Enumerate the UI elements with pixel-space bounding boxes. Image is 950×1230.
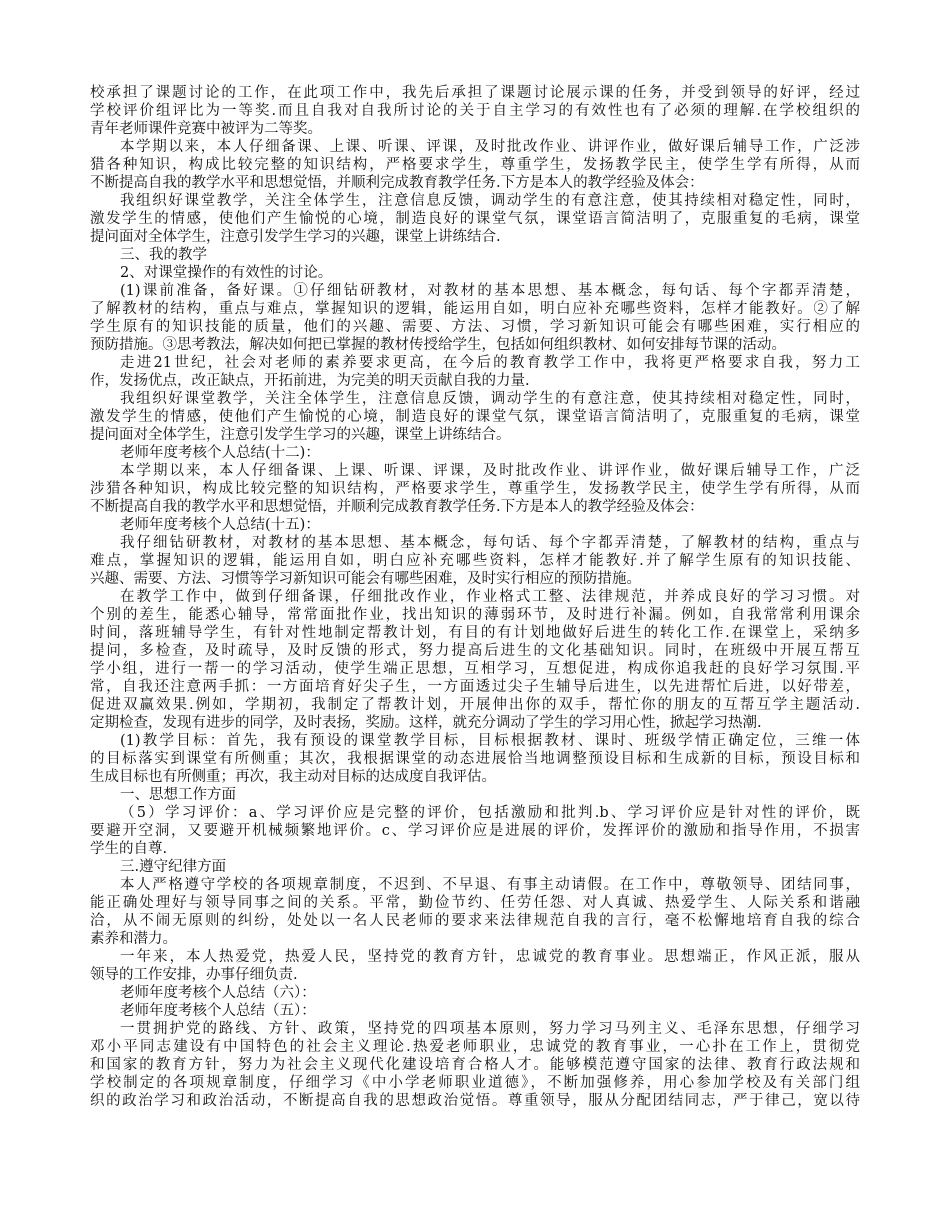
- text-line: 我组织好课堂教学，关注全体学生，注意信息反馈，调动学生的有意注意，使其持续相对稳定性，同时，: [120, 391, 860, 407]
- text-line: 领导的工作安排，办事仔细负责.: [90, 967, 298, 983]
- text-line: 预防措施。③思考教法，解决如何把已掌握的教材传授给学生，包括如何组织教材、如何安排每节课的活动。: [90, 337, 786, 353]
- text-line: 三、我的教学: [120, 247, 207, 263]
- text-line: 要避开空洞，又要避开机械频繁地评价。c、学习评价应是进展的评价，发挥评价的激励和指导作用，不损害: [90, 823, 860, 839]
- text-line: 定期检查，发现有进步的同学，及时表扬，奖励。这样，就充分调动了学生的学习用心性，掀起学习热潮.: [90, 715, 762, 731]
- text-line: 在教学工作中，做到仔细备课，仔细批改作业，作业格式工整、法律规范，并养成良好的学习习惯。对: [120, 589, 860, 605]
- text-line: 提问，多检查，及时疏导，及时反馈的形式，努力提高后进生的文化基础知识。同时，在班级中开展互帮互: [90, 643, 860, 659]
- text-line: 学校评价组评比为一等奖.而且自我对自我所讨论的关于自主学习的有效性也有了必须的理解.在学校组织的: [90, 103, 860, 119]
- text-line: 青年老师课件竞赛中被评为二等奖。: [90, 121, 322, 137]
- text-line: 难点，掌握知识的逻辑，能运用自如，明白应补充哪些资料，怎样才能教好.并了解学生原有的知识技能、: [90, 553, 860, 569]
- text-line: 校承担了课题讨论的工作，在此项工作中，我先后承担了课题讨论展示课的任务，并受到领导的好评，经过: [90, 85, 860, 101]
- text-line: 提问面对全体学生，注意引发学生学习的兴趣，课堂上讲练结合.: [90, 229, 501, 245]
- text-line: 本学期以来，本人仔细备课、上课、听课、评课，及时批改作业、讲评作业，做好课后辅导工作，广泛涉: [120, 139, 860, 155]
- text-line: 素养和潜力。: [90, 931, 177, 947]
- text-line: 一贯拥护党的路线、方针、政策，坚持党的四项基本原则，努力学习马列主义、毛泽东思想，仔细学习: [120, 1021, 860, 1037]
- text-line: 涉猎各种知识，构成比较完整的知识结构，严格要求学生，尊重学生，发扬教学民主，使学生学有所得，从而: [90, 481, 860, 497]
- text-line: 生成目标也有所侧重；再次，我主动对目标的达成度自我评估。: [90, 769, 496, 785]
- text-line: 三.遵守纪律方面: [120, 859, 227, 875]
- text-line: 促进双赢效果.例如，学期初，我制定了帮教计划，开展伸出你的双手，帮忙你的朋友的互帮互学主题活动.: [90, 697, 860, 713]
- text-line: 兴趣、需要、方法、习惯等学习新知识可能会有哪些困难，及时实行相应的预防措施。: [90, 571, 641, 587]
- text-line: 老师年度考核个人总结(十五)：: [120, 517, 320, 533]
- text-line: 个别的差生，能悉心辅导，常常面批作业，找出知识的薄弱环节，及时进行补漏。例如，自我常常利用课余: [90, 607, 860, 623]
- document-body: [90, 84, 860, 1110]
- text-line: 学生的自尊.: [90, 841, 168, 857]
- text-line: （5）学习评价：a、学习评价应是完整的评价，包括激励和批判.b、学习评价应是针对性的评价，既: [120, 805, 860, 821]
- text-line: 激发学生的情感，使他们产生愉悦的心境，制造良好的课堂气氛，课堂语言简洁明了，克服重复的毛病，课堂: [90, 211, 860, 227]
- text-line: 学生原有的知识技能的质量，他们的兴趣、需要、方法、习惯，学习新知识可能会有哪些困难，实行相应的: [90, 319, 860, 335]
- text-line: 织的政治学习和政治活动，不断提高自我的思想政治觉悟。尊重领导，服从分配团结同志，严于律己，宽以待: [90, 1093, 860, 1109]
- text-line: 时间，落班辅导学生，有针对性地制定帮教计划，有目的有计划地做好后进生的转化工作.在课堂上，采纳多: [90, 625, 860, 641]
- text-line: 的目标落实到课堂有所侧重；其次，我根据课堂的动态进展恰当地调整预设目标和生成新的目标，预设目标和: [90, 751, 860, 767]
- text-line: 激发学生的情感，使他们产生愉悦的心境，制造良好的课堂气氛，课堂语言简洁明了，克服重复的毛病，课堂: [90, 409, 860, 425]
- text-line: 走进21世纪，社会对老师的素养要求更高，在今后的教育教学工作中，我将更严格要求自我，努力工: [120, 355, 860, 371]
- text-line: 学小组，进行一帮一的学习活动，使学生端正思想，互相学习，互想促进，构成你追我赶的良好学习氛围.平: [90, 661, 860, 677]
- text-line: 本人严格遵守学校的各项规章制度，不迟到、不早退、有事主动请假。在工作中，尊敬领导、团结同事，: [120, 877, 860, 893]
- text-line: 一、思想工作方面: [120, 787, 236, 803]
- text-line: 和国家的教育方针，努力为社会主义现代化建设培育合格人才。能够模范遵守国家的法律、教育行政法规和: [90, 1057, 860, 1073]
- text-line: 能正确处理好与领导同事之间的关系。平常，勤俭节约、任劳任怨、对人真诚、热爱学生、人际关系和谐融: [90, 895, 860, 911]
- text-line: 提问面对全体学生，注意引发学生学习的兴趣，课堂上讲练结合。: [90, 427, 511, 443]
- text-line: 老师年度考核个人总结(十二)：: [120, 445, 320, 461]
- text-line: 老师年度考核个人总结（六）：: [120, 985, 316, 1001]
- text-line: 学校制定的各项规章制度，仔细学习《中小学老师职业道德》，不断加强修养，用心参加学校及有关部门组: [90, 1075, 860, 1091]
- text-line: 不断提高自我的教学水平和思想觉悟，并顺利完成教育教学任务.下方是本人的教学经验及体会：: [90, 499, 704, 515]
- text-line: 2、对课堂操作的有效性的讨论。: [120, 265, 333, 281]
- text-line: 老师年度考核个人总结（五）：: [120, 1003, 316, 1019]
- text-line: 邓小平同志建设有中国特色的社会主义理论.热爱老师职业，忠诚党的教育事业，一心扑在工作上，贯彻党: [90, 1039, 860, 1055]
- text-line: 了解教材的结构，重点与难点，掌握知识的逻辑，能运用自如，明白应补充哪些资料，怎样才能教好。②了解: [90, 301, 860, 317]
- text-line: (1)教学目标：首先，我有预设的课堂教学目标，目标根据教材、课时、班级学情正确定位，三维一体: [120, 733, 860, 749]
- text-line: (1)课前准备，备好课。①仔细钻研教材，对教材的基本思想、基本概念，每句话、每个字都弄清楚，: [120, 283, 860, 299]
- text-line: 本学期以来，本人仔细备课、上课、听课、评课，及时批改作业、讲评作业，做好课后辅导工作，广泛: [120, 463, 860, 479]
- text-line: 不断提高自我的教学水平和思想觉悟，并顺利完成教育教学任务.下方是本人的教学经验及体会：: [90, 175, 704, 191]
- text-line: 一年来，本人热爱党，热爱人民，坚持党的教育方针，忠诚党的教育事业。思想端正，作风正派，服从: [120, 949, 860, 965]
- text-line: 常，自我还注意两手抓：一方面培育好尖子生，一方面透过尖子生辅导后进生，以先进帮忙后进，以好带差，: [90, 679, 860, 695]
- text-line: 作，发扬优点，改正缺点，开拓前进，为完美的明天贡献自我的力量.: [90, 373, 530, 389]
- text-line: 洽，从不闹无原则的纠纷，处处以一名人民老师的要求来法律规范自我的言行，毫不松懈地培育自我的综合: [90, 913, 860, 929]
- text-line: 猎各种知识，构成比较完整的知识结构，严格要求学生，尊重学生，发扬教学民主，使学生学有所得，从而: [90, 157, 860, 173]
- text-line: 我组织好课堂教学，关注全体学生，注意信息反馈，调动学生的有意注意，使其持续相对稳定性，同时，: [120, 193, 860, 209]
- text-line: 我仔细钻研教材，对教材的基本思想、基本概念，每句话、每个字都弄清楚，了解教材的结构，重点与: [120, 535, 860, 551]
